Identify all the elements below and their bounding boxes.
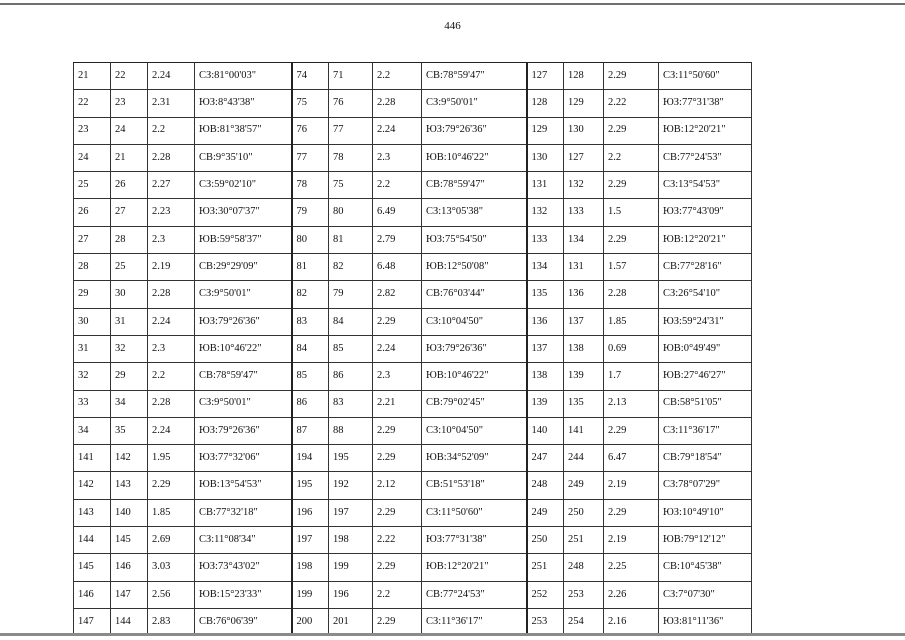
cell-group2-distance: 2.29 [373,499,422,526]
table-row [74,199,752,226]
table-row [74,144,752,171]
top-rule [0,3,905,5]
cell-group1-distance: 3.03 [148,554,195,581]
cell-group1-to-point: 27 [111,199,148,226]
cell-group3-bearing: ЮВ:27°46'27" [659,363,752,390]
cell-group3-distance: 1.7 [604,363,659,390]
cell-group2-bearing: ЮВ:12°20'21" [422,554,527,581]
cell-group1-from-point: 142 [74,472,111,499]
cell-group1-from-point: 25 [74,172,111,199]
table-row [74,608,752,635]
cell-group2-from-point: 79 [292,199,329,226]
cell-group1-to-point: 34 [111,390,148,417]
cell-group2-bearing: ЮВ:34°52'09" [422,445,527,472]
cell-group3-to-point: 248 [564,554,604,581]
cell-group2-from-point: 75 [292,90,329,117]
cell-group2-distance: 2.29 [373,308,422,335]
cell-group3-bearing: ЮЗ:77°31'38" [659,90,752,117]
cell-group3-bearing: СВ:58°51'05" [659,390,752,417]
table-row [74,90,752,117]
cell-group2-bearing: ЮЗ:77°31'38" [422,527,527,554]
cell-group3-to-point: 132 [564,172,604,199]
cell-group2-from-point: 198 [292,554,329,581]
cell-group3-distance: 1.5 [604,199,659,226]
cell-group1-bearing: СЗ:59°02'10" [195,172,292,199]
cell-group3-bearing: СЗ:7°07'30" [659,581,752,608]
cell-group3-distance: 2.26 [604,581,659,608]
cell-group3-from-point: 248 [527,472,564,499]
cell-group2-bearing: ЮВ:10°46'22" [422,363,527,390]
cell-group3-distance: 2.29 [604,499,659,526]
cell-group2-to-point: 197 [329,499,373,526]
cell-group2-bearing: СЗ:13°05'38" [422,199,527,226]
cell-group3-from-point: 253 [527,608,564,635]
cell-group1-from-point: 29 [74,281,111,308]
cell-group2-bearing: ЮЗ:79°26'36" [422,117,527,144]
cell-group2-bearing: СЗ:11°36'17" [422,608,527,635]
cell-group3-bearing: СЗ:11°50'60" [659,63,752,90]
cell-group3-to-point: 139 [564,363,604,390]
cell-group2-distance: 6.48 [373,254,422,281]
table-body [74,63,752,636]
table-row [74,172,752,199]
cell-group2-to-point: 195 [329,445,373,472]
cell-group2-bearing: СЗ:10°04'50" [422,417,527,444]
cell-group3-bearing: СВ:10°45'38" [659,554,752,581]
cell-group1-from-point: 27 [74,226,111,253]
cell-group3-from-point: 251 [527,554,564,581]
cell-group3-distance: 2.19 [604,527,659,554]
cell-group3-distance: 1.85 [604,308,659,335]
cell-group2-to-point: 201 [329,608,373,635]
cell-group1-bearing: ЮЗ:79°26'36" [195,308,292,335]
cell-group2-from-point: 87 [292,417,329,444]
cell-group3-distance: 2.29 [604,117,659,144]
cell-group1-bearing: СВ:29°29'09" [195,254,292,281]
cell-group2-bearing: ЮЗ:79°26'36" [422,335,527,362]
cell-group2-to-point: 83 [329,390,373,417]
table-row [74,581,752,608]
cell-group2-from-point: 197 [292,527,329,554]
cell-group2-to-point: 77 [329,117,373,144]
cell-group1-distance: 2.69 [148,527,195,554]
cell-group3-from-point: 128 [527,90,564,117]
cell-group3-from-point: 135 [527,281,564,308]
cell-group1-to-point: 22 [111,63,148,90]
cell-group3-from-point: 250 [527,527,564,554]
table-row [74,226,752,253]
cell-group3-distance: 2.29 [604,63,659,90]
cell-group3-to-point: 141 [564,417,604,444]
cell-group1-bearing: СЗ:9°50'01" [195,281,292,308]
cell-group2-from-point: 78 [292,172,329,199]
cell-group1-from-point: 34 [74,417,111,444]
cell-group1-distance: 2.28 [148,281,195,308]
cell-group1-to-point: 31 [111,308,148,335]
cell-group2-bearing: СЗ:10°04'50" [422,308,527,335]
cell-group1-to-point: 28 [111,226,148,253]
cell-group2-distance: 2.12 [373,472,422,499]
cell-group3-bearing: ЮВ:12°20'21" [659,226,752,253]
cell-group2-bearing: СЗ:9°50'01" [422,90,527,117]
cell-group1-bearing: СЗ:9°50'01" [195,390,292,417]
cell-group1-to-point: 35 [111,417,148,444]
cell-group1-to-point: 21 [111,144,148,171]
cell-group1-bearing: СЗ:81°00'03" [195,63,292,90]
cell-group1-bearing: ЮЗ:77°32'06" [195,445,292,472]
cell-group2-distance: 2.29 [373,608,422,635]
cell-group2-distance: 2.82 [373,281,422,308]
table-row [74,308,752,335]
cell-group1-bearing: ЮВ:13°54'53" [195,472,292,499]
cell-group2-bearing: ЮВ:10°46'22" [422,144,527,171]
cell-group1-from-point: 32 [74,363,111,390]
cell-group3-from-point: 131 [527,172,564,199]
cell-group2-distance: 2.29 [373,445,422,472]
table-row [74,117,752,144]
cell-group2-from-point: 86 [292,390,329,417]
cell-group1-bearing: ЮЗ:30°07'37" [195,199,292,226]
cell-group2-to-point: 76 [329,90,373,117]
table-row [74,281,752,308]
cell-group3-from-point: 132 [527,199,564,226]
cell-group1-distance: 2.56 [148,581,195,608]
cell-group3-distance: 2.2 [604,144,659,171]
cell-group3-distance: 1.57 [604,254,659,281]
cell-group3-to-point: 244 [564,445,604,472]
cell-group2-from-point: 80 [292,226,329,253]
cell-group3-to-point: 138 [564,335,604,362]
cell-group1-distance: 2.24 [148,63,195,90]
cell-group2-to-point: 192 [329,472,373,499]
cell-group1-to-point: 140 [111,499,148,526]
cell-group1-to-point: 143 [111,472,148,499]
cell-group1-bearing: СВ:76°06'39" [195,608,292,635]
cell-group1-to-point: 25 [111,254,148,281]
cell-group2-to-point: 199 [329,554,373,581]
cell-group1-distance: 1.95 [148,445,195,472]
cell-group3-to-point: 249 [564,472,604,499]
cell-group3-from-point: 130 [527,144,564,171]
cell-group2-from-point: 200 [292,608,329,635]
cell-group2-bearing: ЮВ:12°50'08" [422,254,527,281]
cell-group2-bearing: СВ:79°02'45" [422,390,527,417]
cell-group1-from-point: 31 [74,335,111,362]
cell-group1-distance: 1.85 [148,499,195,526]
cell-group1-to-point: 32 [111,335,148,362]
cell-group3-bearing: СВ:77°28'16" [659,254,752,281]
cell-group3-bearing: ЮЗ:59°24'31" [659,308,752,335]
cell-group1-bearing: ЮЗ:8°43'38" [195,90,292,117]
cell-group1-distance: 2.3 [148,335,195,362]
cell-group3-bearing: СЗ:11°36'17" [659,417,752,444]
cell-group2-distance: 2.2 [373,581,422,608]
cell-group1-bearing: СВ:77°32'18" [195,499,292,526]
cell-group2-distance: 2.28 [373,90,422,117]
cell-group2-to-point: 85 [329,335,373,362]
cell-group3-to-point: 135 [564,390,604,417]
cell-group1-from-point: 143 [74,499,111,526]
table-row [74,363,752,390]
cell-group2-to-point: 80 [329,199,373,226]
cell-group1-bearing: ЮВ:10°46'22" [195,335,292,362]
table-row [74,417,752,444]
cell-group1-bearing: СЗ:11°08'34" [195,527,292,554]
cell-group1-from-point: 147 [74,608,111,635]
cell-group2-to-point: 71 [329,63,373,90]
cell-group3-to-point: 130 [564,117,604,144]
cell-group3-from-point: 138 [527,363,564,390]
cell-group3-from-point: 129 [527,117,564,144]
cell-group1-bearing: ЮЗ:79°26'36" [195,417,292,444]
cell-group1-to-point: 147 [111,581,148,608]
cell-group3-to-point: 133 [564,199,604,226]
cell-group2-bearing: СВ:76°03'44" [422,281,527,308]
cell-group2-bearing: СВ:78°59'47" [422,63,527,90]
cell-group3-from-point: 134 [527,254,564,281]
table-row [74,335,752,362]
cell-group1-from-point: 33 [74,390,111,417]
cell-group2-from-point: 83 [292,308,329,335]
cell-group3-distance: 2.28 [604,281,659,308]
coordinates-table [73,62,752,636]
cell-group3-from-point: 136 [527,308,564,335]
cell-group1-distance: 2.24 [148,308,195,335]
cell-group2-to-point: 79 [329,281,373,308]
cell-group3-distance: 2.29 [604,172,659,199]
cell-group3-to-point: 137 [564,308,604,335]
cell-group1-distance: 2.28 [148,144,195,171]
cell-group3-bearing: ЮВ:12°20'21" [659,117,752,144]
cell-group3-bearing: СЗ:78°07'29" [659,472,752,499]
cell-group3-bearing: ЮЗ:81°11'36" [659,608,752,635]
cell-group2-to-point: 88 [329,417,373,444]
cell-group2-distance: 2.22 [373,527,422,554]
cell-group2-from-point: 85 [292,363,329,390]
cell-group3-to-point: 254 [564,608,604,635]
table-row [74,63,752,90]
cell-group3-to-point: 134 [564,226,604,253]
cell-group1-from-point: 21 [74,63,111,90]
cell-group3-to-point: 250 [564,499,604,526]
cell-group1-to-point: 26 [111,172,148,199]
cell-group1-distance: 2.2 [148,363,195,390]
cell-group3-to-point: 253 [564,581,604,608]
cell-group1-to-point: 23 [111,90,148,117]
cell-group3-from-point: 247 [527,445,564,472]
cell-group1-distance: 2.27 [148,172,195,199]
cell-group2-to-point: 84 [329,308,373,335]
cell-group3-to-point: 136 [564,281,604,308]
table-row [74,254,752,281]
cell-group3-bearing: ЮЗ:10°49'10" [659,499,752,526]
cell-group1-distance: 2.83 [148,608,195,635]
bottom-rule [0,633,905,636]
cell-group2-from-point: 195 [292,472,329,499]
cell-group2-from-point: 82 [292,281,329,308]
table-row [74,390,752,417]
cell-group1-from-point: 145 [74,554,111,581]
cell-group3-to-point: 127 [564,144,604,171]
cell-group1-from-point: 146 [74,581,111,608]
cell-group2-from-point: 77 [292,144,329,171]
cell-group2-distance: 2.21 [373,390,422,417]
cell-group2-to-point: 86 [329,363,373,390]
cell-group1-distance: 2.2 [148,117,195,144]
cell-group2-bearing: СЗ:11°50'60" [422,499,527,526]
cell-group1-from-point: 30 [74,308,111,335]
cell-group2-distance: 2.79 [373,226,422,253]
cell-group2-bearing: СВ:78°59'47" [422,172,527,199]
cell-group3-to-point: 131 [564,254,604,281]
cell-group3-distance: 0.69 [604,335,659,362]
cell-group3-distance: 2.29 [604,226,659,253]
cell-group1-to-point: 30 [111,281,148,308]
cell-group1-bearing: ЮВ:59°58'37" [195,226,292,253]
cell-group3-bearing: СВ:77°24'53" [659,144,752,171]
cell-group1-to-point: 142 [111,445,148,472]
cell-group3-from-point: 137 [527,335,564,362]
cell-group1-from-point: 28 [74,254,111,281]
cell-group2-from-point: 81 [292,254,329,281]
cell-group2-distance: 2.29 [373,417,422,444]
cell-group2-distance: 2.2 [373,63,422,90]
cell-group1-from-point: 22 [74,90,111,117]
cell-group2-bearing: СВ:51°53'18" [422,472,527,499]
cell-group3-to-point: 129 [564,90,604,117]
cell-group1-to-point: 29 [111,363,148,390]
cell-group2-distance: 2.3 [373,144,422,171]
cell-group1-bearing: ЮЗ:73°43'02" [195,554,292,581]
cell-group2-distance: 6.49 [373,199,422,226]
cell-group1-distance: 2.3 [148,226,195,253]
cell-group3-distance: 2.16 [604,608,659,635]
cell-group3-distance: 6.47 [604,445,659,472]
cell-group1-distance: 2.19 [148,254,195,281]
cell-group3-from-point: 133 [527,226,564,253]
cell-group3-bearing: ЮЗ:77°43'09" [659,199,752,226]
cell-group1-to-point: 24 [111,117,148,144]
cell-group3-from-point: 139 [527,390,564,417]
cell-group1-distance: 2.31 [148,90,195,117]
cell-group2-to-point: 198 [329,527,373,554]
cell-group3-from-point: 252 [527,581,564,608]
cell-group2-bearing: СВ:77°24'53" [422,581,527,608]
cell-group1-bearing: ЮВ:81°38'57" [195,117,292,144]
cell-group3-bearing: ЮВ:79°12'12" [659,527,752,554]
cell-group2-distance: 2.24 [373,117,422,144]
cell-group1-from-point: 24 [74,144,111,171]
cell-group2-to-point: 81 [329,226,373,253]
cell-group3-from-point: 140 [527,417,564,444]
cell-group1-from-point: 26 [74,199,111,226]
cell-group1-to-point: 144 [111,608,148,635]
cell-group3-bearing: СЗ:26°54'10" [659,281,752,308]
cell-group2-from-point: 74 [292,63,329,90]
cell-group1-bearing: СВ:78°59'47" [195,363,292,390]
cell-group2-from-point: 199 [292,581,329,608]
cell-group2-from-point: 194 [292,445,329,472]
cell-group2-to-point: 82 [329,254,373,281]
cell-group1-from-point: 141 [74,445,111,472]
table-row [74,472,752,499]
cell-group2-distance: 2.3 [373,363,422,390]
cell-group3-distance: 2.29 [604,417,659,444]
table-row [74,499,752,526]
cell-group1-distance: 2.23 [148,199,195,226]
cell-group1-distance: 2.24 [148,417,195,444]
cell-group2-to-point: 75 [329,172,373,199]
cell-group3-bearing: СЗ:13°54'53" [659,172,752,199]
cell-group1-distance: 2.28 [148,390,195,417]
table-row [74,445,752,472]
cell-group3-distance: 2.13 [604,390,659,417]
cell-group3-to-point: 128 [564,63,604,90]
cell-group3-bearing: ЮВ:0°49'49" [659,335,752,362]
cell-group2-from-point: 196 [292,499,329,526]
cell-group2-from-point: 76 [292,117,329,144]
cell-group3-to-point: 251 [564,527,604,554]
cell-group1-distance: 2.29 [148,472,195,499]
cell-group1-from-point: 23 [74,117,111,144]
cell-group1-bearing: СВ:9°35'10" [195,144,292,171]
cell-group2-to-point: 196 [329,581,373,608]
cell-group2-bearing: ЮЗ:75°54'50" [422,226,527,253]
cell-group1-bearing: ЮВ:15°23'33" [195,581,292,608]
cell-group3-from-point: 127 [527,63,564,90]
cell-group3-from-point: 249 [527,499,564,526]
page-number: 446 [444,20,461,32]
cell-group3-bearing: СВ:79°18'54" [659,445,752,472]
cell-group3-distance: 2.25 [604,554,659,581]
cell-group3-distance: 2.19 [604,472,659,499]
cell-group2-to-point: 78 [329,144,373,171]
cell-group2-distance: 2.29 [373,554,422,581]
cell-group2-from-point: 84 [292,335,329,362]
cell-group1-to-point: 145 [111,527,148,554]
cell-group1-to-point: 146 [111,554,148,581]
cell-group3-distance: 2.22 [604,90,659,117]
cell-group2-distance: 2.24 [373,335,422,362]
table-row [74,527,752,554]
cell-group2-distance: 2.2 [373,172,422,199]
cell-group1-from-point: 144 [74,527,111,554]
table-row [74,554,752,581]
